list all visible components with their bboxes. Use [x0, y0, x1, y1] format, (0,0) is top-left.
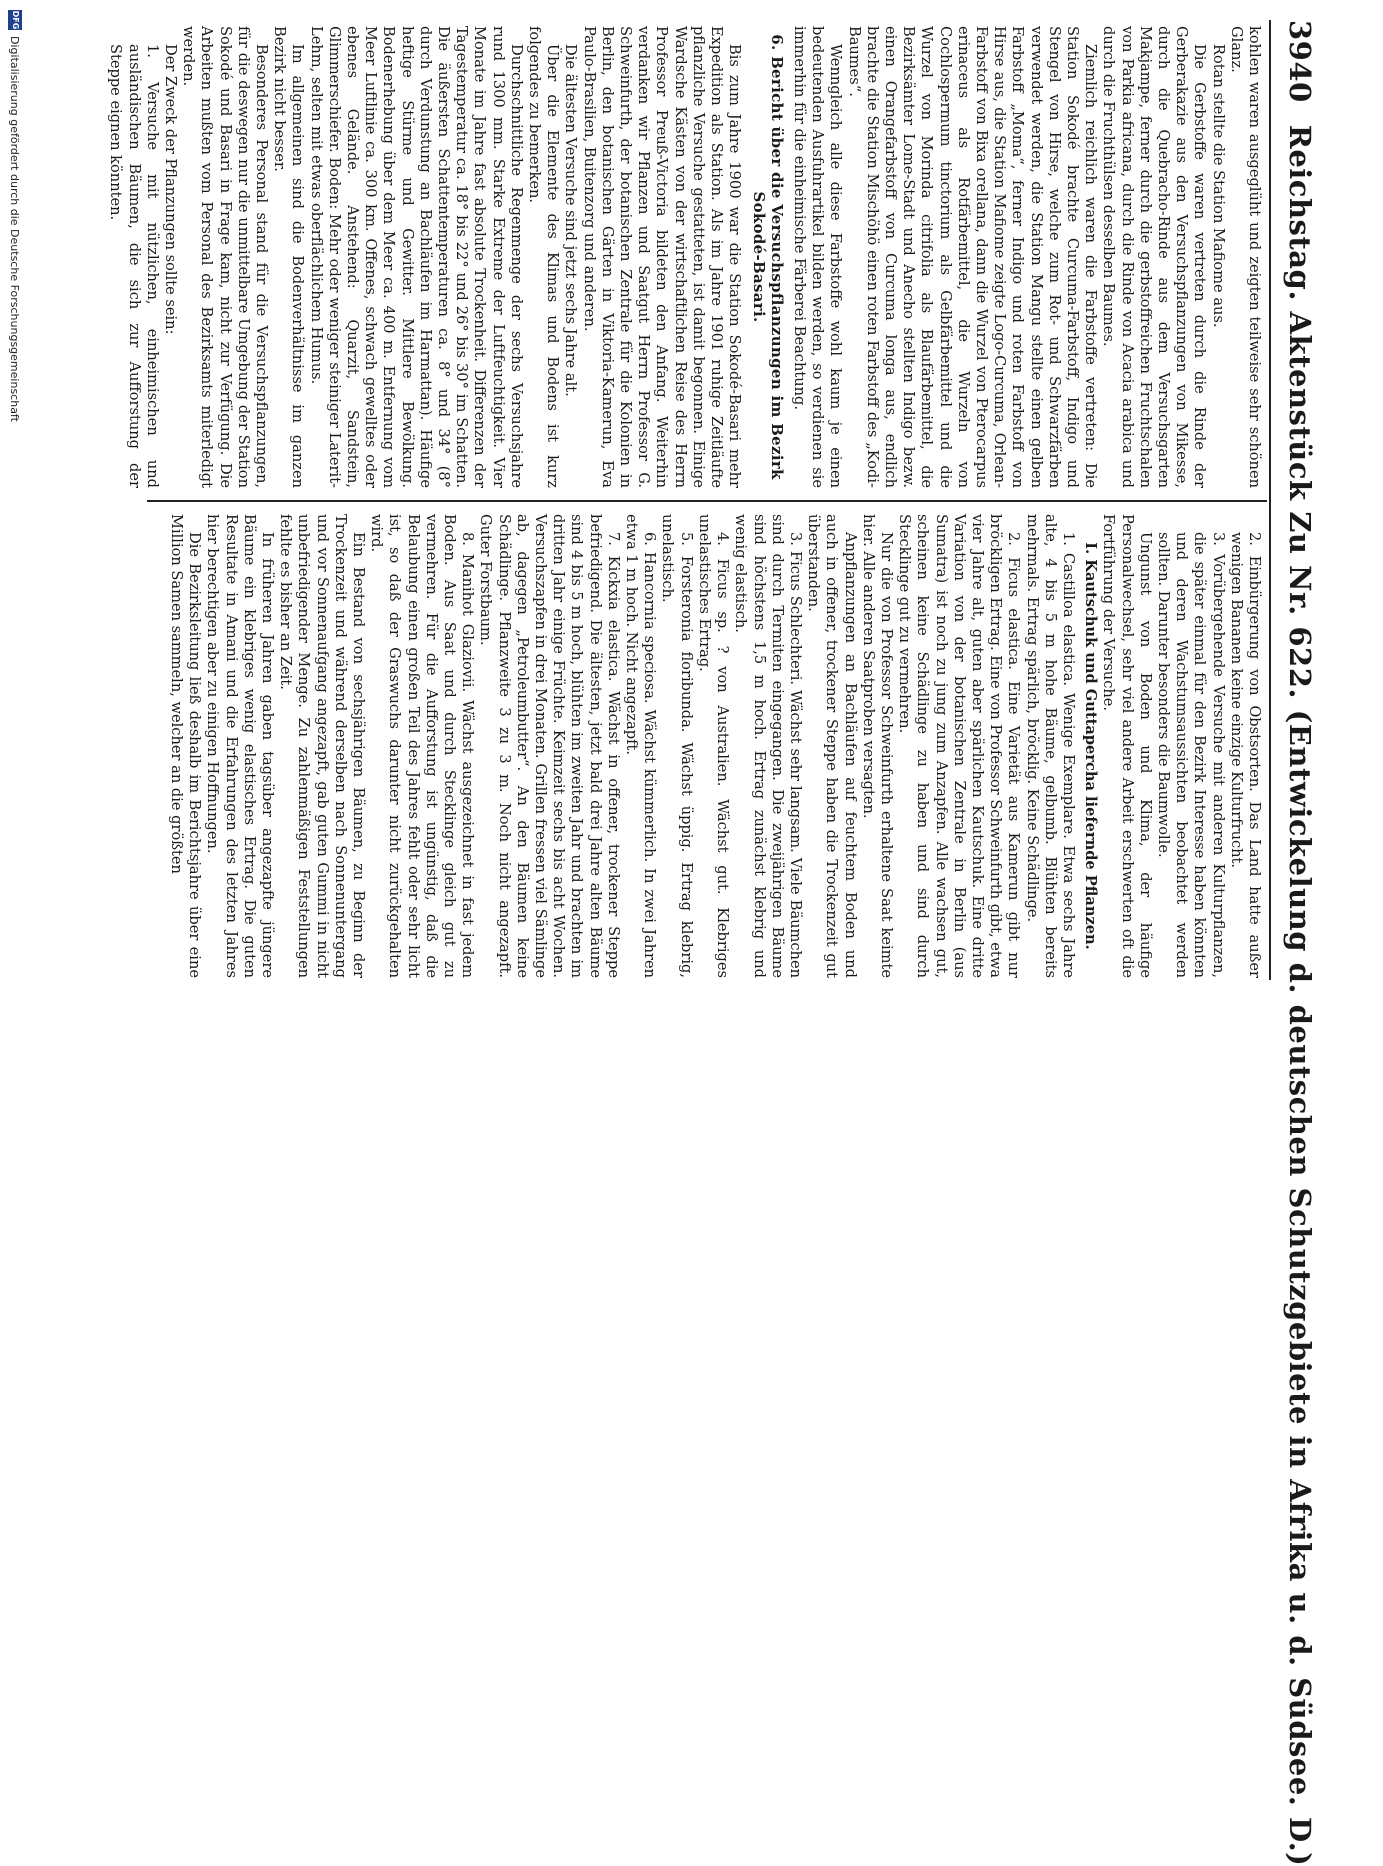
subsection-heading: I. Kautschuk und Guttapercha liefernde Pflanzen. — [1082, 542, 1100, 950]
paragraph: 6. Hancornia speciosa. Wächst kümmerlich. In zwei Jahren etwa 1 m hoch. Nicht angezapft. — [623, 514, 659, 978]
footer-text: Digitalisierung gefördert durch die Deutsche Forschungsgemeinschaft — [8, 36, 22, 422]
paragraph: Der Zweck der Pflanzungen sollte sein: — [162, 44, 180, 335]
paragraph: 8. Manihot Glaziovii. Wächst ausgezeichnet in fast jedem Boden. Aus Saat und durch Stecklinge gleich gut zu vermehren. Für die Aufforstung ist ungünstig, daß die Belaubung einen großen Teil des Jahres fehlt oder sehr licht ist, so daß der Graswuchs darunter nicht zurückgehalten wird. — [368, 514, 477, 978]
paragraph: Rotan stellte die Station Mafiome aus. — [1209, 44, 1227, 328]
dfg-logo-icon: DFG — [8, 10, 22, 30]
paragraph: 1. Castilloa elastica. Wenige Exemplare. Etwa sechs Jahre alte, 4 bis 5 m hohe Bäume, gelbumb. Blühten bereits mehrmals. Ertrag spärlich, bröcklig. Keine Schädlinge. — [1023, 514, 1077, 978]
list-item: 3. Vorübergehende Versuche mit anderen Kulturpflanzen, die später einmal für den Bezirk Interesse haben könnten und deren Wachstumsaussichten beobachtet werden sollten. Darunter besonders die Baumwolle. — [1154, 532, 1227, 978]
footer-credit — [2, 0, 28, 1000]
paragraph: Die Bezirksleitung ließ deshalb im Berichtsjahre über eine Million Samen sammeln, welcher an die größten — [168, 514, 204, 978]
paragraph: 2. Ficus elastica. Eine Varietät aus Kamerun gibt nur bröckligen Ertrag. Eine von Professor Schweinfurth gibt, etwa vier Jahre alt, guten aber spärlichen Kautschuk. Eine dritte Variation von der botanischen Zentrale in Berlin (aus Sumatra) ist noch zu jung zum Anzapfen. Alle wachsen gut, scheinen keine Schädlinge zu haben und sind durch Stecklinge gut zu vermehren. — [896, 514, 1023, 978]
section-heading: 6. Bericht über die Versuchspflanzungen im Bezirk Sokodé-Basari. — [749, 34, 786, 480]
paragraph: Die ältesten Versuche sind jetzt sechs Jahre alt. — [562, 44, 580, 397]
paragraph: kohlen waren ausgeglüht und zeigten teilweise sehr schönen Glanz. — [1227, 26, 1263, 488]
paragraph: Im allgemeinen sind die Bodenverhältnisse im ganzen Bezirk nicht besser. — [271, 26, 307, 488]
paragraph: 5. Forsteronia floribunda. Wächst üppig. Ertrag klebrig, unelastisch. — [659, 514, 695, 978]
paragraph: 3. Ficus Schlechteri. Wächst sehr langsam. Viele Bäumchen sind durch Termiten eingegangen. Die zweijährigen Bäume sind höchstens 1,5 m hoch. Ertrag zunächst klebrig und wenig elastisch. — [732, 514, 804, 978]
paragraph: Die Gerbstoffe waren vertreten durch die Rinde der Gerberakazie aus den Versuchspflanzungen von Mikesse, durch die Quebracho-Rinde aus dem Versuchsgarten Makjampe, ferner durch die gerbstoffreichen Fruchtschalen von Parkia africana, durch die Rinde von Acacia arabica und durch die Fruchthülsen desselben Baumes. — [1100, 26, 1209, 488]
paragraph: Ziemlich reichlich waren die Farbstoffe vertreten: Die Station Sokodé brachte Curcuma-Farbstoff, Indigo und Stengel von Hirse, welche zum Rot- und Schwarzfärben verwendet werden, die Station Mangu stellte einen gelben Farbstoff „Moma“, ferner Indigo und roten Farbstoff von Hirse aus, die Station Mafiome zeigte Logo-Curcuma, Orlean-Farbstoff von Bixa orellana, dann die Wurzel von Pterocarpus erinaceus als Rotfärbemittel, die Wurzeln von Cochlospermum tinctorium als Gelbfärbemittel und die Wurzel von Morinda citrifolia als Blaufärbemittel, die Bezirksämter Lome-Stadt und Anecho stellten Indigo bezw. einen Orangefarbstoff von Curcuma longa aus, endlich brachte die Station Mischöhö einen roten Farbstoff des „Kodi-Baumes“. — [845, 26, 1100, 488]
paragraph: Ungunst von Boden und Klima, der häufige Personalwechsel, sehr viel andere Arbeit erschwerten oft die Fortführung der Versuche. — [1100, 514, 1154, 978]
list-item: 2. Einbürgerung von Obstsorten. Das Land hatte außer wenigen Bananen keine einzige Kulturfrucht. — [1227, 532, 1263, 978]
paragraph: Besonderes Personal stand für die Versuchspflanzungen, für die deswegen nur die unmittelbare Umgebung der Station Sokodé und Basari in Frage kam, nicht zur Verfügung. Die Arbeiten mußten vom Personal des Bezirksamts miterledigt werden. — [180, 26, 271, 488]
paragraph: Anpflanzungen an Bachläufen auf feuchtem Boden und auch in offener, trockener Steppe haben die Trockenzeit gut überstanden. — [805, 514, 859, 978]
paragraph: Bis zum Jahre 1900 war die Station Sokodé-Basari mehr Expedition als Station. Als im Jahre 1901 ruhige Zeitläufte pflanzliche Versuche gestatteten, ist damit begonnen. Einige Wardsche Kästen von der wirtschaftlichen Reise des Herrn Professor Preuß-Victoria bildeten den Anfang. Weiterhin verdanken wir Pflanzen und Saatgut Herrn Professor G. Schweinfurth, der botanischen Zentrale für die Kolonien in Berlin, den botanischen Gärten in Viktoria-Kamerun, Eva Paulo-Brasilien, Buitenzorg und anderen. — [580, 26, 744, 488]
page-header — [1275, 20, 1325, 1866]
paragraph: In früheren Jahren gaben tagsüber angezapfte jüngere Bäume ein klebriges wenig elastisches Ertrag. Die guten Resultate in Amani und die Erfahrungen des letzten Jahres hier berechtigen aber zu einigen Hoffnungen. — [204, 514, 277, 978]
list-item: 1. Versuche mit nützlichen, einheimischen und ausländischen Bäumen, die sich zur Aufforstung der Steppe eignen könnten. — [107, 44, 161, 488]
page-title: Reichstag. Aktenstück Zu Nr. 622. (Entwickelung d. deutschen Schutzgebiete in Afrika u. d. Südsee. D.) — [1283, 124, 1317, 1866]
paragraph: 7. Kickxia elastica. Wächst in offener, trockener Steppe befriedigend. Die ältesten, jetzt bald drei Jahre alten Bäume sind 4 bis 5 m hoch, blühten im zweiten Jahr und brachten im dritten Jahr einige Früchte. Keimzeit sechs bis acht Wochen. Versuchszapfen in drei Monaten. Grillen fressen viel Sämlinge ab, dagegen „Petroleumbutter“. An den Bäumen keine Schädlinge. Pflanzweite 3 zu 3 m. Noch nicht angezapft. Guter Forstbaum. — [477, 514, 622, 978]
paragraph: Wenngleich alle diese Farbstoffe wohl kaum je einen bedeutenden Ausfuhrartikel bilden werden, so verdienen sie immerhin für die einheimische Färberei Beachtung. — [790, 26, 845, 488]
paragraph: Durchschnittliche Regenmenge der sechs Versuchsjahre rund 1300 mm. Starke Extreme der Luftfeuchtigkeit. Vier Monate im Jahre fast absolute Trockenheit. Differenzen der Tagestemperatur ca. 18° bis 22° und 26° bis 30° im Schatten. Die äußersten Schattentemperaturen ca. 8° und 34° (8° durch Verdunstung an Bachläufen im Harmattan). Häufige heftige Stürme und Gewitter. Mittlere Bewölkung. Bodenerhebung über dem Meer ca. 400 m. Entfernung vom Meer Luftlinie ca. 300 km. Offenes, schwach gewelltes oder ebenes Gelände. Anstehend: Quarzit, Sandstein, Glimmerschiefer. Boden: Mehr oder weniger steiniger Laterit-Lehm, selten mit etwas oberflächlichem Humus. — [307, 26, 525, 488]
paragraph: Nur die von Professor Schweinfurth erhaltene Saat keimte hier. Alle anderen Saatproben versagten. — [859, 514, 895, 978]
right-column — [143, 514, 1263, 978]
paragraph: 4. Ficus sp. ? von Australien. Wächst gut. Klebriges unelastisches Ertrag. — [695, 514, 732, 978]
header-rule — [1269, 20, 1271, 980]
column-divider — [147, 500, 1267, 502]
paragraph: Ein Bestand von sechsjährigen Bäumen, zu Beginn der Trockenzeit und während derselben nach Sonnenuntergang und vor Sonnenaufgang angezapft, gab guten Gummi in nicht unbefriedigender Menge. Zu zahlenmäßigen Feststellungen fehlte es bisher an Zeit. — [277, 514, 368, 978]
page-number: 3940 — [1283, 20, 1317, 103]
left-column — [107, 26, 1263, 488]
paragraph: Über die Elemente des Klimas und Bodens ist kurz folgendes zu bemerken. — [526, 26, 562, 488]
